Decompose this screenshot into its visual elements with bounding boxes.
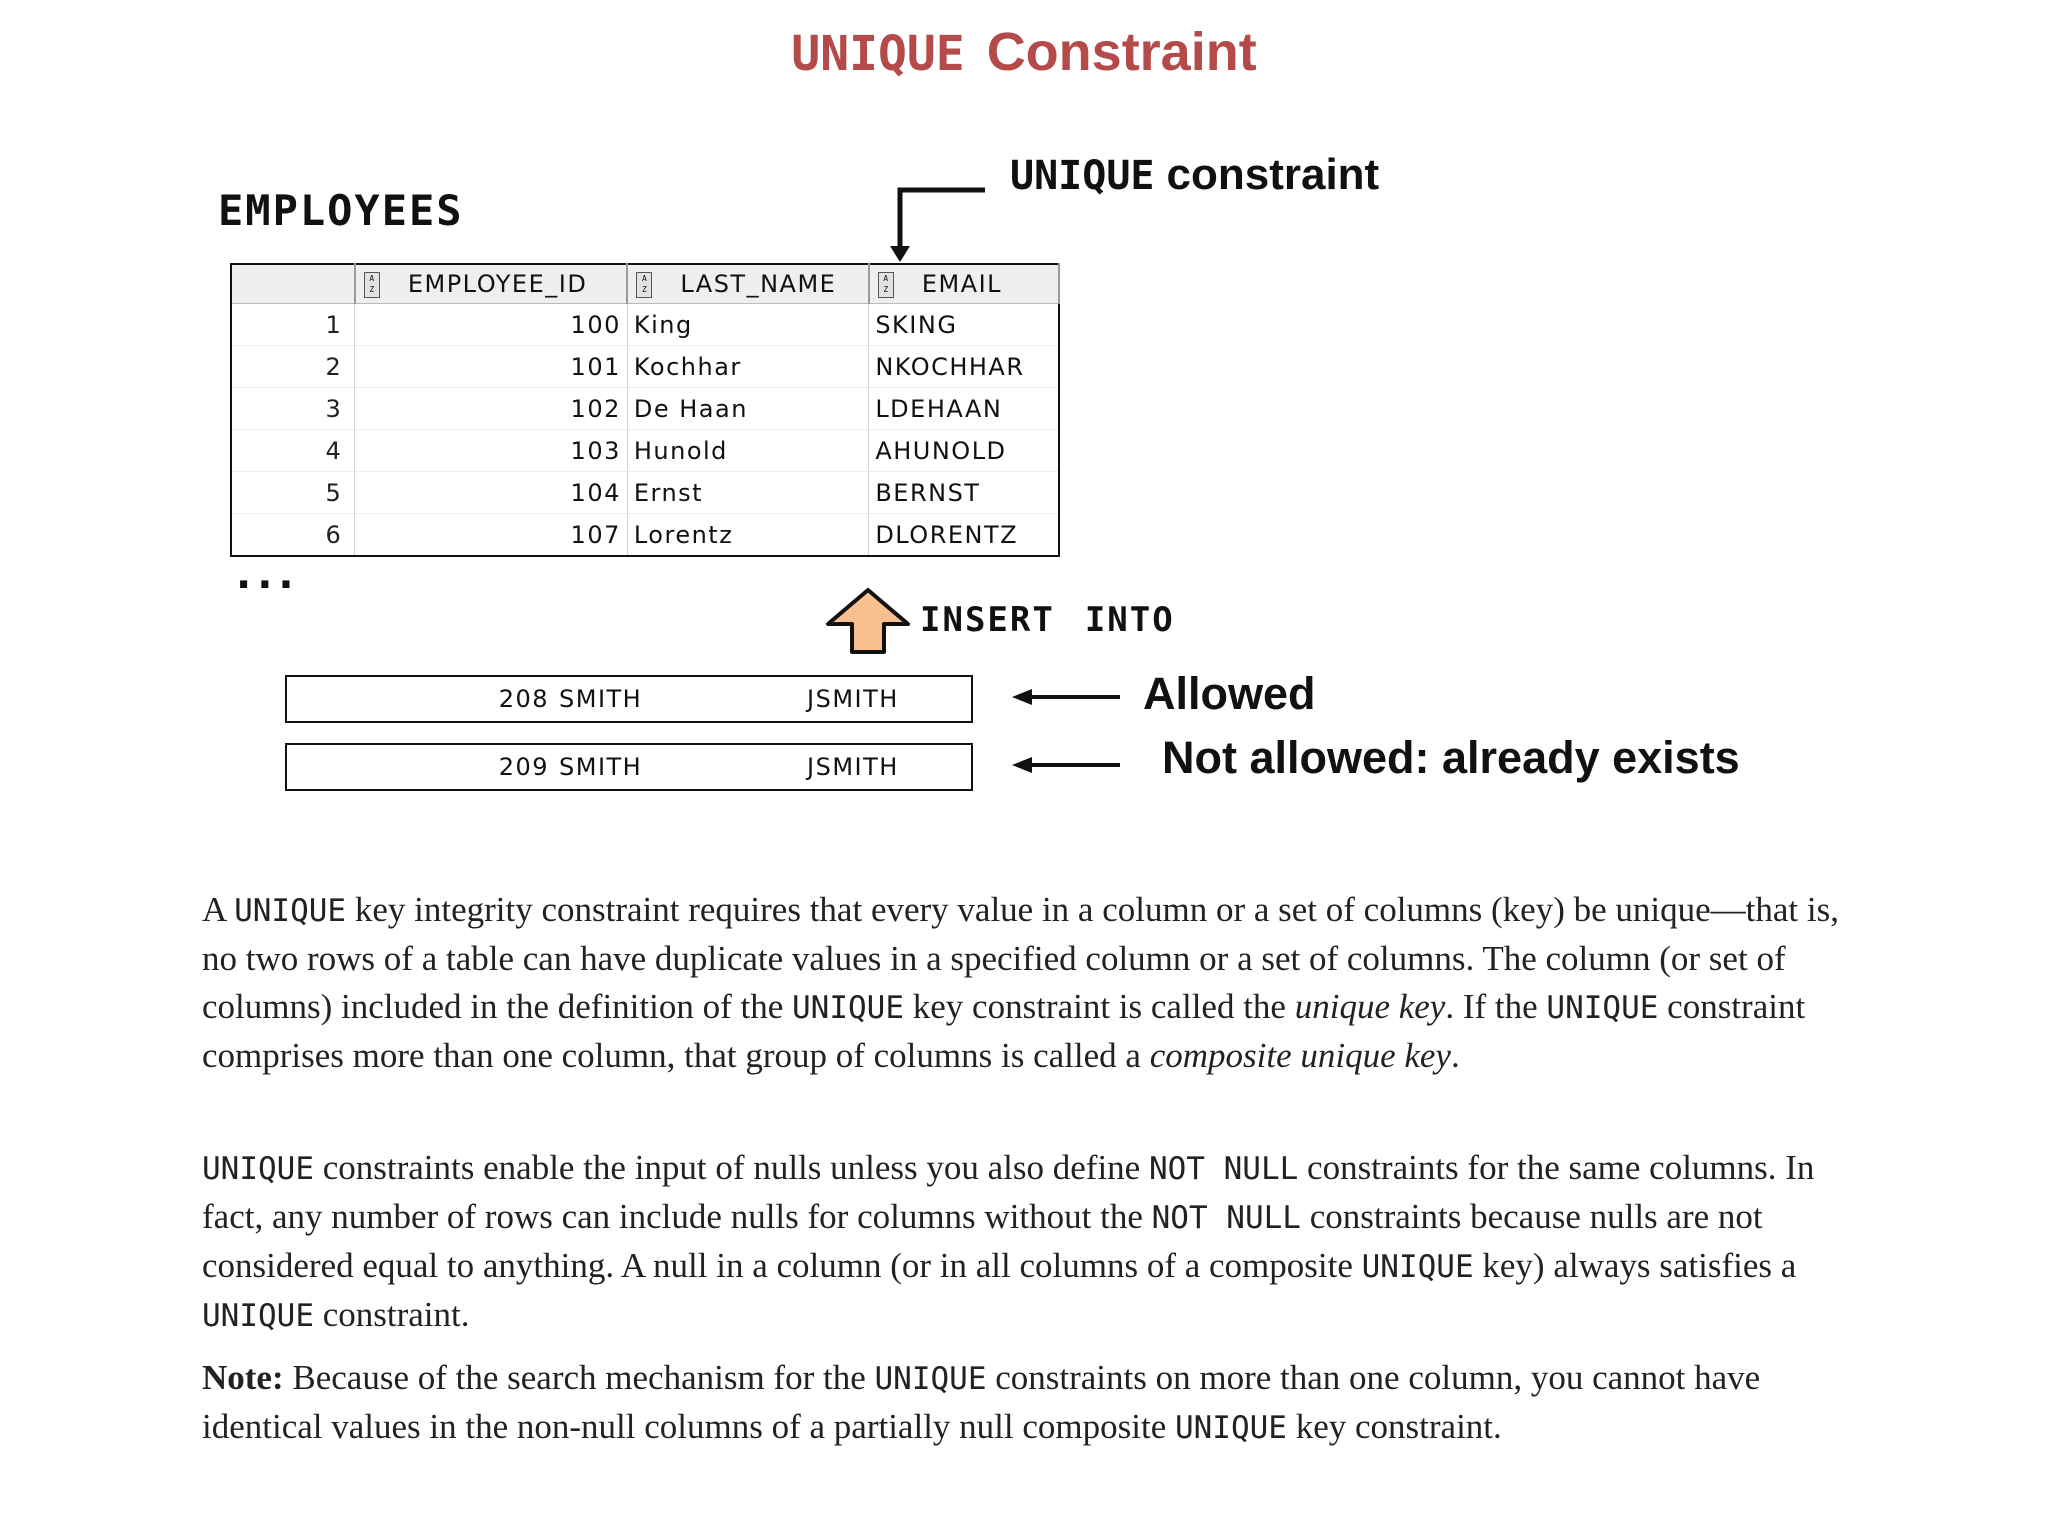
constraint-pointer-arrow [890,190,985,262]
text: key) always satisfies a [1473,1246,1797,1285]
text: constraints enable the input of nulls unless you also define [313,1148,1149,1187]
employees-table [230,263,1060,557]
uc-code: UNIQUE [1010,153,1155,199]
last-name-cell: De Haan [627,388,868,430]
row-number: 6 [231,514,355,557]
insert-id: 208 [498,685,549,713]
text: constraint. [313,1295,470,1334]
employee-id-cell: 104 [355,472,628,514]
text: constraints because nulls are not considered equal to anything. A null in a column (or in all columns of a composite [202,1197,1763,1285]
sort-icon[interactable]: A Z [364,272,380,298]
text: constraints on more than one column, you cannot have identical values in the non-null columns of a partially null composite [202,1358,1761,1446]
last-name-cell: Hunold [627,430,868,472]
sort-icon[interactable]: A Z [636,272,652,298]
code-term: UNIQUE [1546,990,1659,1026]
column-label: EMAIL [921,270,1003,298]
email-cell: AHUNOLD [869,430,1059,472]
text: Because of the search mechanism for the [283,1358,875,1397]
column-header-email[interactable] [869,264,1059,304]
last-name-cell: Kochhar [627,346,868,388]
insert-email: JSMITH [807,753,899,781]
table-row [231,304,1059,346]
code-term: UNIQUE [234,893,347,929]
paragraph-nulls [202,1144,1872,1340]
not-allowed-arrow [1012,757,1120,773]
row-number: 3 [231,388,355,430]
table-row [231,388,1059,430]
italic-term: unique key [1294,987,1446,1026]
table-row [231,346,1059,388]
code-term: NOT NULL [1148,1151,1299,1187]
table-header-row [231,264,1059,304]
code-term: UNIQUE [874,1361,987,1397]
text: . [1450,1036,1460,1075]
email-cell: BERNST [869,472,1059,514]
last-name-cell: Lorentz [627,514,868,557]
row-number: 4 [231,430,355,472]
note-label: Note: [202,1358,284,1397]
last-name-cell: King [627,304,868,346]
paragraph-note [202,1354,1872,1452]
text: constraints for the same columns. In fact, any number of rows can include nulls for columns without the [202,1148,1815,1236]
row-number: 5 [231,472,355,514]
not-allowed-label: Not allowed: already exists [1162,732,1740,783]
insert-id: 209 [498,753,549,781]
row-number-header [231,264,355,304]
code-term: UNIQUE [792,990,904,1026]
table-row [231,430,1059,472]
text: key integrity constraint requires that every value in a column or a set of columns (key) be unique—that is, no two rows of a table can have duplicate values in a specified column or a set of columns. The column (or set of columns) included in the definition of the [202,890,1839,1026]
code-term: UNIQUE [202,1298,314,1334]
insert-last-name: SMITH [559,753,643,781]
employee-id-cell: 103 [355,430,628,472]
uc-text: constraint [1166,150,1380,199]
insert-last-name: SMITH [559,685,643,713]
more-rows-ellipsis: ... [236,552,300,598]
column-header-last-name[interactable] [627,264,868,304]
allowed-label: Allowed [1143,668,1316,719]
employee-id-cell: 102 [355,388,628,430]
title-text: Constraint [986,22,1257,82]
employee-id-cell: 100 [355,304,628,346]
last-name-cell: Ernst [627,472,868,514]
text: A [202,890,235,929]
insert-email: JSMITH [807,685,899,713]
insert-word: INSERT [920,600,1055,640]
code-term: UNIQUE [1174,1410,1287,1446]
column-label: EMPLOYEE_ID [407,270,588,298]
email-cell: LDEHAAN [869,388,1059,430]
insert-row-not-allowed [285,743,973,791]
title-code: UNIQUE [791,26,965,82]
code-term: NOT NULL [1151,1200,1301,1236]
row-number: 2 [231,346,355,388]
table-row [231,472,1059,514]
code-term: UNIQUE [1361,1249,1474,1285]
allowed-arrow [1012,689,1120,705]
text: . If the [1445,987,1547,1026]
paragraph-unique-key-definition [202,886,1872,1080]
row-number: 1 [231,304,355,346]
table-row [231,514,1059,557]
insert-row-allowed [285,675,973,723]
text: key constraint is called the [904,987,1295,1026]
code-term: UNIQUE [202,1151,314,1187]
insert-up-arrow [828,590,908,652]
text: constraint comprises more than one column, that group of columns is called a [202,987,1806,1075]
column-header-employee-id[interactable] [355,264,628,304]
email-cell: SKING [869,304,1059,346]
sort-icon[interactable]: A Z [878,272,894,298]
italic-term: composite unique key [1149,1036,1451,1075]
insert-into-label [920,600,1175,640]
employee-id-cell: 107 [355,514,628,557]
email-cell: DLORENTZ [869,514,1059,557]
table-name: EMPLOYEES [218,186,464,235]
email-cell: NKOCHHAR [869,346,1059,388]
into-word: INTO [1084,600,1175,640]
column-label: LAST_NAME [680,270,837,298]
text: key constraint. [1286,1407,1502,1446]
employee-id-cell: 101 [355,346,628,388]
